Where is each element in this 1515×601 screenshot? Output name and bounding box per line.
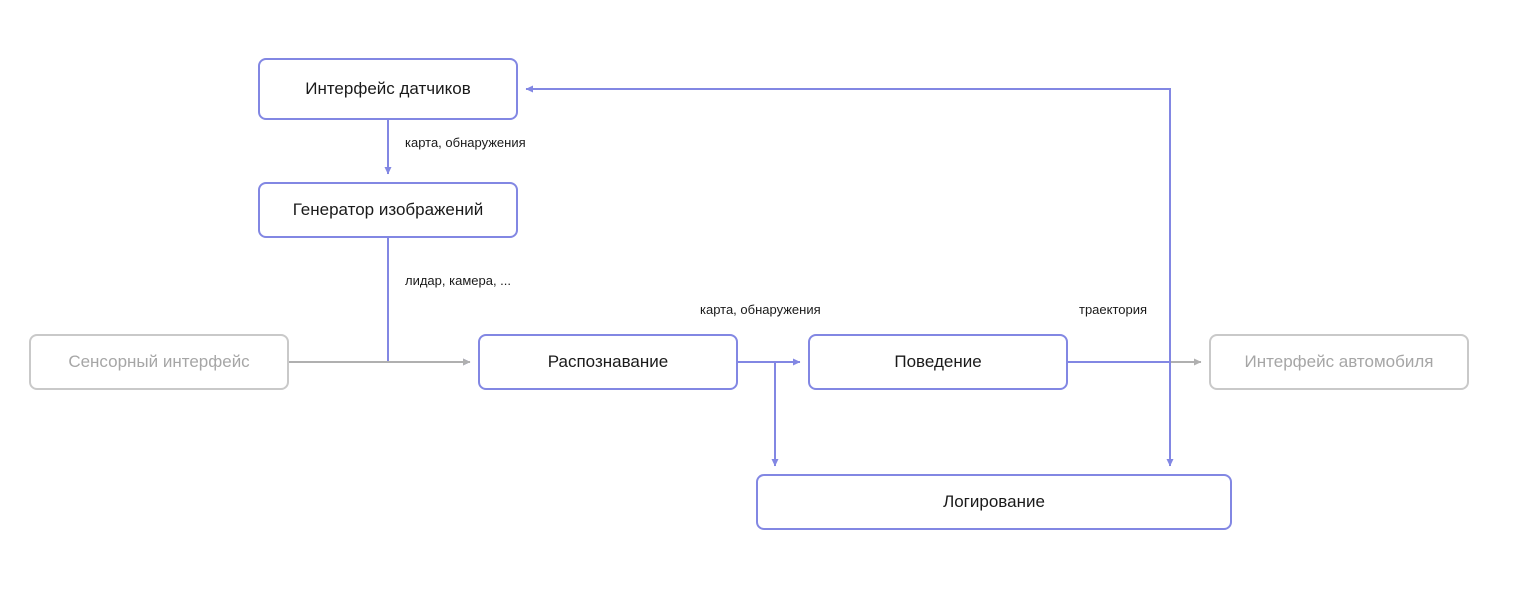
edge-label-lidar-camera: лидар, камера, ... <box>405 273 512 288</box>
node-car-interface[interactable] <box>1209 334 1469 390</box>
edge-label-map-detections-top: карта, обнаружения <box>405 135 526 150</box>
node-label: Интерфейс датчиков <box>305 78 471 98</box>
node-label: Логирование <box>943 491 1045 511</box>
node-label: Поведение <box>894 351 982 371</box>
edge-label-trajectory: траектория <box>1079 302 1148 317</box>
edge-generator-to-recognition <box>388 238 470 362</box>
node-behavior[interactable] <box>808 334 1068 390</box>
node-image-generator[interactable] <box>258 182 518 238</box>
node-sensor-interface[interactable] <box>258 58 518 120</box>
edge-behavior-to-sensors-feedback <box>526 89 1170 362</box>
node-label: Интерфейс автомобиля <box>1244 351 1434 371</box>
node-label: Распознавание <box>547 351 669 371</box>
node-label: Генератор изображений <box>292 199 484 219</box>
node-logging[interactable] <box>756 474 1232 530</box>
node-label: Сенсорный интерфейс <box>68 351 250 371</box>
node-recognition[interactable] <box>478 334 738 390</box>
node-sensory-interface[interactable] <box>29 334 289 390</box>
edge-label-map-detections-mid: карта, обнаружения <box>700 302 821 317</box>
